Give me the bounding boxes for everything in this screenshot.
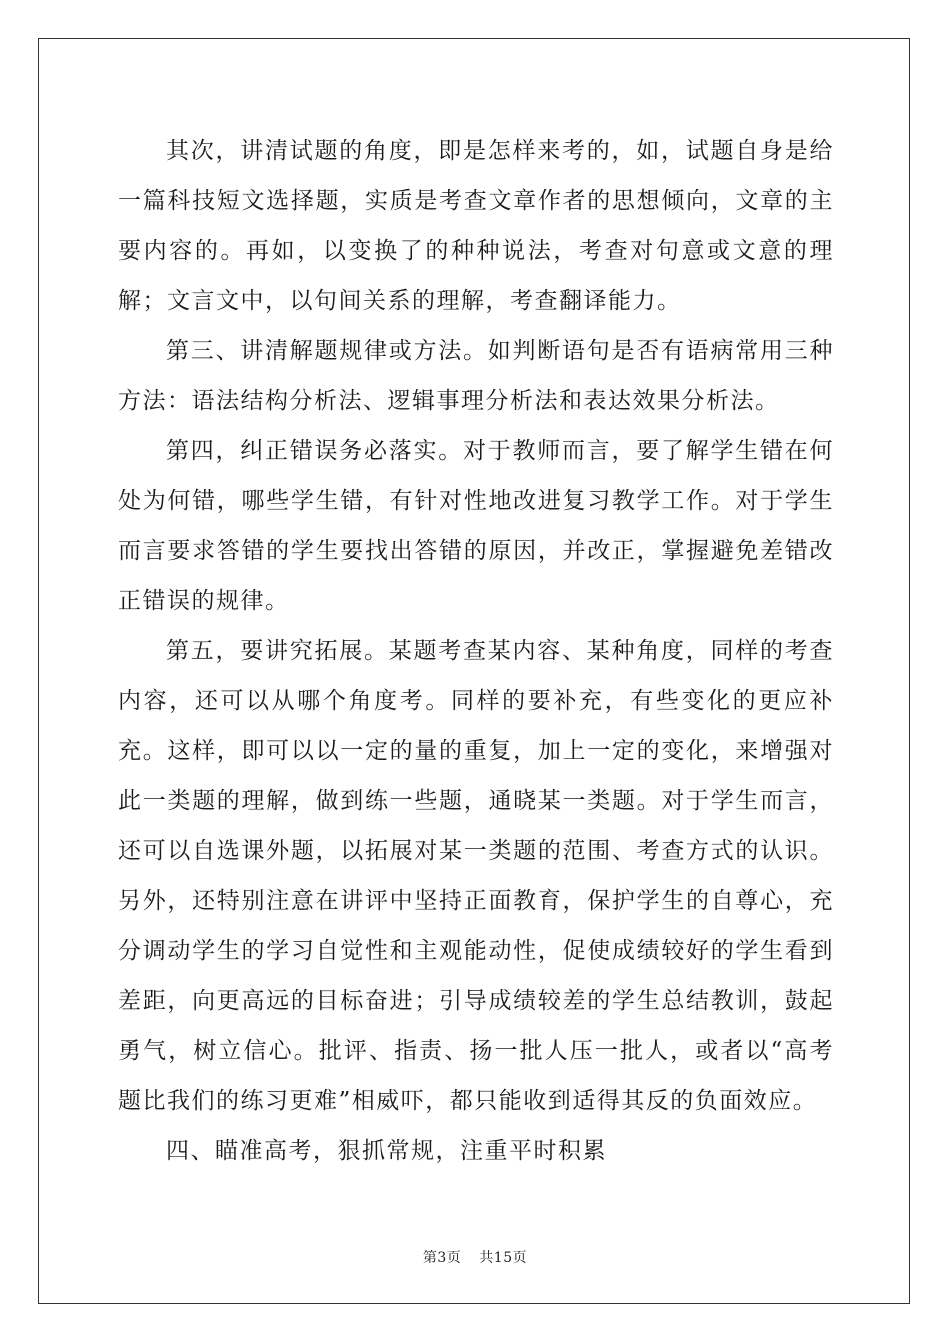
paragraph-2: 第三、讲清解题规律或方法。如判断语句是否有语病常用三种方法：语法结构分析法、逻辑事理分析法和表达效果分析法。 [118,338,834,414]
paragraph-1: 其次，讲清试题的角度，即是怎样来考的，如，试题自身是给一篇科技短文选择题，实质是考查文章作者的思想倾向，文章的主要内容的。再如，以变换了的种种说法，考查对句意或文意的理解；文言文中，以句间关系的理解，考查翻译能力。 [118,138,834,314]
paragraph-3: 第四，纠正错误务必落实。对于教师而言，要了解学生错在何处为何错，哪些学生错，有针对性地改进复习教学工作。对于学生而言要求答错的学生要找出答错的原因，并改正，掌握避免差错改正错误的规律。 [118,438,834,614]
page-footer [0,1247,950,1267]
total-pages: 共15页 [479,1250,528,1266]
paragraph-5-heading: 四、瞄准高考，狠抓常规，注重平时积累 [166,1138,607,1164]
paragraph-4: 第五，要讲究拓展。某题考查某内容、某种角度，同样的考查内容，还可以从哪个角度考。同样的要补充，有些变化的更应补充。这样，即可以以一定的量的重复，加上一定的变化，来增强对此一类题的理解，做到练一些题，通晓某一类题。对于学生而言，还可以自选课外题，以拓展对某一类题的范围、考查方式的认识。另外，还特别注意在讲评中坚持正面教育，保护学生的自尊心，充分调动学生的学习自觉性和主观能动性，促使成绩较好的学生看到差距，向更高远的目标奋进；引导成绩较差的学生总结教训，鼓起勇气，树立信心。批评、指责、扬一批人压一批人，或者以“高考题比我们的练习更难”相威吓，都只能收到适得其反的负面效应。 [118,638,834,1114]
page-number: 第3页 [422,1250,462,1266]
document-body [118,126,834,1176]
